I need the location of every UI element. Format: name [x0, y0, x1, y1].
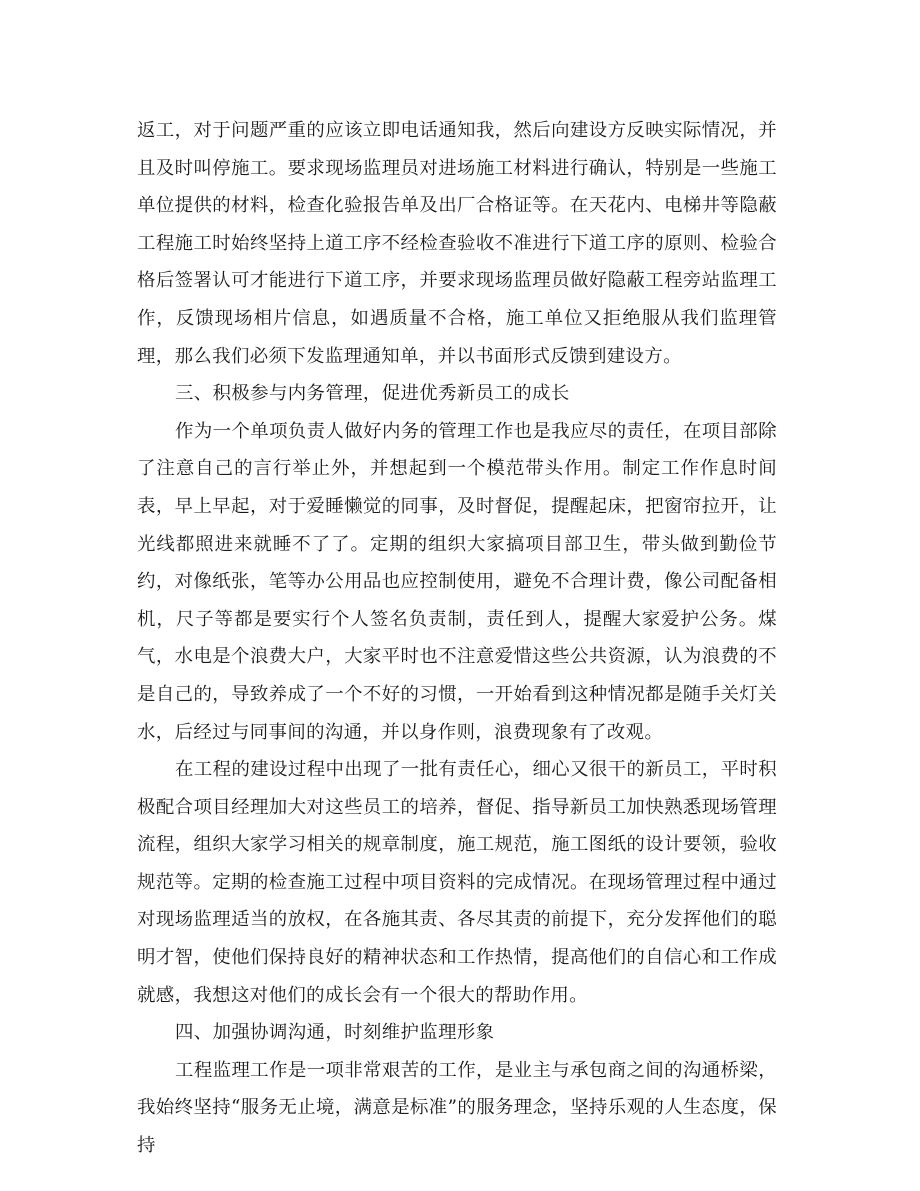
- paragraph-new-staff: 在工程的建设过程中出现了一批有责任心，细心又很干的新员工，平时积极配合项目经理加大对这些员工的培养，督促、指导新员工加快熟悉现场管理流程，组织大家学习相关的规章制度，施工规范，施工图纸的设计要领，验收规范等。定期的检查施工过程中项目资料的完成情况。在现场管理过程中通过对现场监理适当的放权，在各施其责、各尽其责的前提下，充分发挥他们的聪明才智，使他们保持良好的精神状态和工作热情，提高他们的自信心和工作成就感，我想这对他们的成长会有一个很大的帮助作用。: [137, 759, 777, 1006]
- document-body: [137, 112, 777, 1165]
- paragraph-internal-affairs: 作为一个单项负责人做好内务的管理工作也是我应尽的责任，在项目部除了注意自己的言行举止外，并想起到一个模范带头作用。制定工作作息时间表，早上早起，对于爱睡懒觉的同事，及时督促，提醒起床，把窗帘拉开，让光线都照进来就睡不了了。定期的组织大家搞项目部卫生，带头做到勤俭节约，对像纸张，笔等办公用品也应控制使用，避免不合理计费，像公司配备相机，尺子等都是要实行个人签名负责制，责任到人，提醒大家爱护公务。煤气，水电是个浪费大户，大家平时也不注意爱惜这些公共资源，认为浪费的不是自己的，导致养成了一个不好的习惯，一开始看到这种情况都是随手关灯关水，后经过与同事间的沟通，并以身作则，浪费现象有了改观。: [137, 420, 777, 743]
- section-heading-3: 三、积极参与内务管理，促进优秀新员工的成长: [175, 383, 570, 405]
- paragraph-coordination: 工程监理工作是一项非常艰苦的工作，是业主与承包商之间的沟通桥梁，我始终坚持“服务无止境，满意是标准”的服务理念，坚持乐观的人生态度，保持: [137, 1059, 777, 1157]
- section-heading-4: 四、加强协调沟通，时刻维护监理形象: [175, 1022, 495, 1044]
- paragraph-continued: 返工，对于问题严重的应该立即电话通知我，然后向建设方反映实际情况，并且及时叫停施工。要求现场监理员对进场施工材料进行确认，特别是一些施工单位提供的材料，检查化验报告单及出厂合格证等。在天花内、电梯井等隐蔽工程施工时始终坚持上道工序不经检查验收不准进行下道工序的原则、检验合格后签署认可才能进行下道工序，并要求现场监理员做好隐蔽工程旁站监理工作，反馈现场相片信息，如遇质量不合格，施工单位又拒绝服从我们监理管理，那么我们必须下发监理通知单，并以书面形式反馈到建设方。: [137, 120, 777, 367]
